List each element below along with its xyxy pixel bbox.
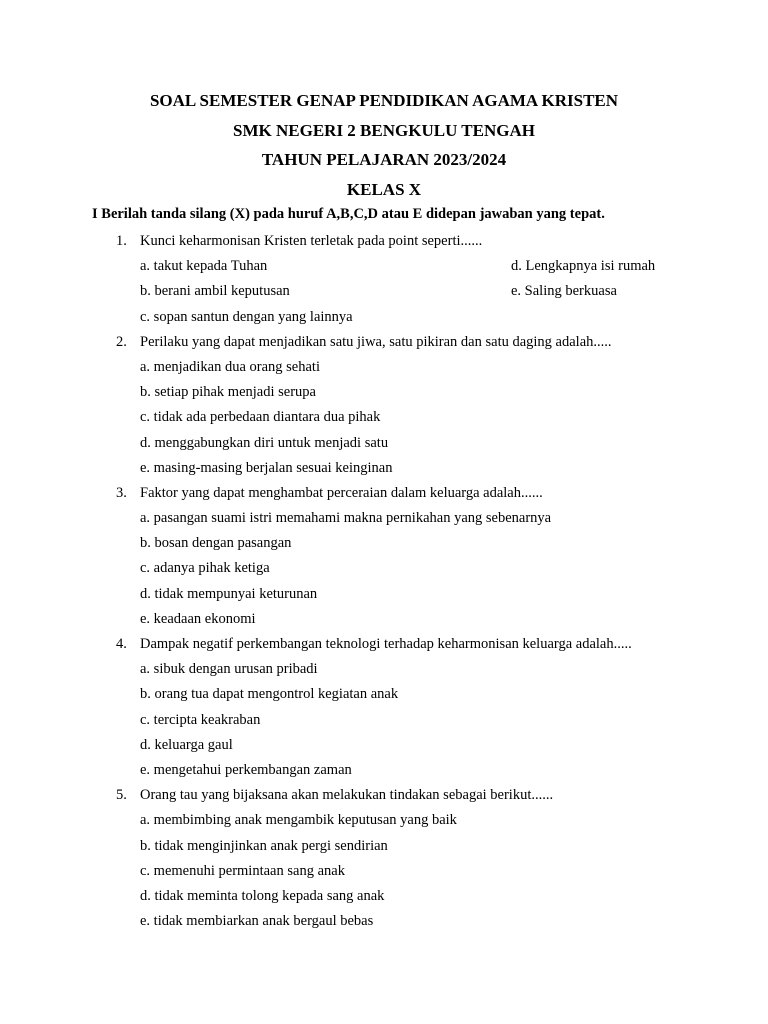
school-name: SMK NEGERI 2 BENGKULU TENGAH	[233, 120, 535, 140]
question-text: Dampak negatif perkembangan teknologi terhadap keharmonisan keluarga adalah.....	[140, 636, 632, 652]
option-b[interactable]: b. setiap pihak menjadi serupa	[140, 384, 316, 401]
question-number: 5.	[116, 787, 127, 804]
option-d[interactable]: d. keluarga gaul	[140, 736, 233, 753]
option-row	[0, 279, 768, 304]
option-a[interactable]: a. membimbing anak mengambik keputusan yang baik	[140, 812, 457, 829]
academic-year: TAHUN PELAJARAN 2023/2024	[261, 150, 507, 169]
option-c[interactable]: c. tidak ada perbedaan diantara dua pihak	[140, 409, 381, 426]
option-a[interactable]: a. menjadikan dua orang sehati	[140, 358, 320, 375]
option-b[interactable]: b. tidak menginjinkan anak pergi sendirian	[140, 837, 388, 854]
exam-header	[0, 86, 768, 204]
option-row	[0, 254, 768, 279]
option-e[interactable]: e. keadaan ekonomi	[140, 610, 256, 627]
question-number: 2.	[116, 333, 127, 350]
option-a[interactable]: a. sibuk dengan urusan pribadi	[140, 661, 318, 678]
option-b[interactable]: b. bosan dengan pasangan	[140, 535, 292, 552]
option-b[interactable]: b. orang tua dapat mengontrol kegiatan anak	[140, 686, 399, 703]
option-row	[0, 305, 768, 330]
question-5	[0, 783, 768, 808]
question-number: 4.	[116, 636, 127, 652]
question-number: 1.	[116, 233, 127, 249]
question-4	[0, 632, 768, 657]
question-1	[0, 229, 768, 254]
question-text: Orang tau yang bijaksana akan melakukan tindakan sebagai berikut......	[140, 787, 554, 804]
option-c[interactable]: c. sopan santun dengan yang lainnya	[140, 308, 353, 325]
question-number: 3.	[116, 484, 127, 501]
option-b[interactable]: b. berani ambil keputusan	[140, 283, 290, 300]
option-a[interactable]: a. pasangan suami istri memahami makna pernikahan yang sebenarnya	[140, 510, 552, 527]
option-e[interactable]: e. mengetahui perkembangan zaman	[140, 761, 352, 778]
option-d[interactable]: d. tidak meminta tolong kepada sang anak	[140, 887, 385, 904]
question-text: Kunci keharmonisan Kristen terletak pada point seperti......	[140, 233, 483, 249]
question-text: Perilaku yang dapat menjadikan satu jiwa, satu pikiran dan satu daging adalah.....	[140, 333, 612, 350]
option-a[interactable]: a. takut kepada Tuhan	[140, 258, 268, 275]
exam-title: SOAL SEMESTER GENAP PENDIDIKAN AGAMA KRISTEN	[149, 91, 619, 110]
option-e[interactable]: e. Saling berkuasa	[511, 283, 617, 300]
option-e[interactable]: e. masing-masing berjalan sesuai keinginan	[140, 459, 393, 476]
instruction-text: I Berilah tanda silang (X) pada huruf A,B,C,D atau E didepan jawaban yang tepat.	[92, 206, 605, 222]
question-2	[0, 330, 768, 355]
option-c[interactable]: c. tercipta keakraban	[140, 711, 261, 728]
option-d[interactable]: d. Lengkapnya isi rumah	[511, 258, 656, 275]
class-label: KELAS X	[346, 179, 422, 199]
option-c[interactable]: c. adanya pihak ketiga	[140, 560, 270, 577]
question-3	[0, 481, 768, 506]
question-text: Faktor yang dapat menghambat perceraian dalam keluarga adalah......	[140, 484, 543, 501]
question-list	[0, 229, 768, 934]
option-d[interactable]: d. tidak mempunyai keturunan	[140, 585, 318, 602]
option-d[interactable]: d. menggabungkan diri untuk menjadi satu	[140, 434, 389, 451]
option-e[interactable]: e. tidak membiarkan anak bergaul bebas	[140, 913, 374, 930]
option-c[interactable]: c. memenuhi permintaan sang anak	[140, 862, 345, 879]
